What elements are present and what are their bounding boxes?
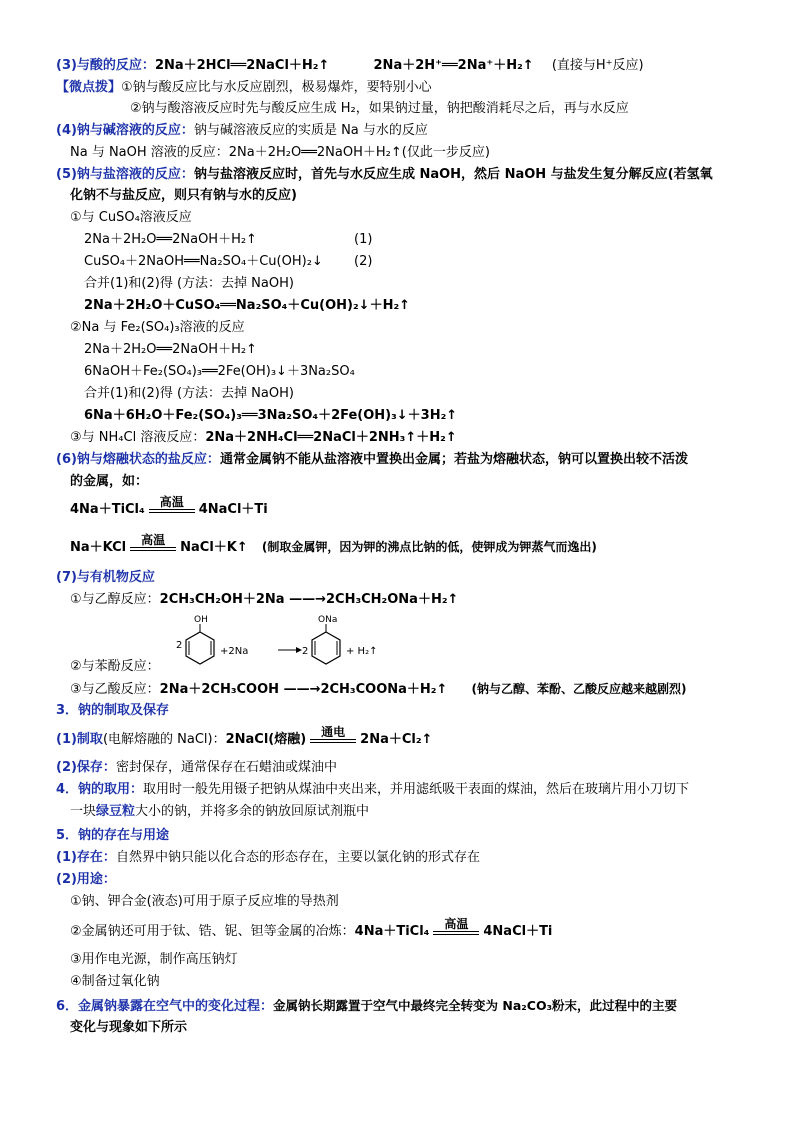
reactants: 4Na＋TiCl₄ xyxy=(354,924,430,939)
preparation-line xyxy=(56,724,433,750)
combined-equation: 2Na＋2H₂O＋CuSO₄══Na₂SO₄＋Cu(OH)₂↓＋H₂↑ xyxy=(84,298,411,313)
hydrogen-product: + H₂↑ xyxy=(346,646,378,657)
ethanol-line xyxy=(70,590,458,610)
text: (电解熔融的 NaCl)： xyxy=(102,732,226,747)
combine-note: 合并(1)和(2)得 (方法：去掉 NaOH) xyxy=(84,276,294,291)
equation: 2Na＋2NH₄Cl══2NaCl＋2NH₃↑＋H₂↑ xyxy=(205,430,457,445)
condition-arrow xyxy=(149,495,195,513)
equation: 2Na＋2HCl══2NaCl＋H₂↑ xyxy=(154,58,330,73)
organic-heading: (7)与有机物反应 xyxy=(56,570,155,585)
section-heading: (6)钠与熔融状态的盐反应： xyxy=(56,452,220,467)
section-heading: (4)钠与碱溶液的反应： xyxy=(56,123,194,138)
ticl4-equation xyxy=(70,494,268,520)
label: ③与乙酸反应： xyxy=(70,682,160,697)
use-1: ①钠、钾合金(液态)可用于原子反应堆的导热剂 xyxy=(70,894,339,909)
equals-bar xyxy=(310,739,356,743)
note: (钠与乙醇、苯酚、乙酸反应越来越剧烈) xyxy=(471,682,687,696)
equation-1 xyxy=(84,230,373,250)
condition-label: 高温 xyxy=(141,532,166,547)
note: (直接与H⁺反应) xyxy=(551,58,644,73)
existence-line xyxy=(56,848,480,868)
section-3-title: 3．钠的制取及保存 xyxy=(56,703,170,718)
tip-line-2: ②钠与酸溶液反应时先与酸反应生成 H₂，如果钠过量，钠把酸消耗尽之后，再与水反应 xyxy=(130,101,629,116)
equation: 2Na＋2H₂O══2NaOH＋H₂↑ xyxy=(84,232,257,247)
phenol-reaction-diagram xyxy=(168,612,388,674)
label: ①与乙醇反应： xyxy=(70,592,160,607)
equals-bar xyxy=(149,509,195,513)
label: ②金属钠还可用于钛、锆、铌、钽等金属的冶炼： xyxy=(70,924,355,939)
equation: CuSO₄＋2NaOH══Na₂SO₄＋Cu(OH)₂↓ xyxy=(84,254,323,269)
condition-label: 通电 xyxy=(321,724,346,739)
acetic-acid-line xyxy=(70,679,687,700)
equation: 2Na＋2CH₃COOH ——→2CH₃COONa＋H₂↑ xyxy=(159,682,448,697)
condition-label: 高温 xyxy=(159,494,184,509)
equals-bar xyxy=(433,931,479,935)
products: 4NaCl＋Ti xyxy=(198,502,268,517)
section-heading: 4．钠的取用： xyxy=(56,782,144,797)
storage-line xyxy=(56,758,337,778)
combined-equation-2: 6Na＋6H₂O＋Fe₂(SO₄)₃══3Na₂SO₄＋2Fe(OH)₃↓＋3H₂↑ xyxy=(84,408,458,423)
condition-arrow xyxy=(433,917,479,935)
sub-heading: (1)制取 xyxy=(56,732,103,747)
text: 大小的钠，并将多余的钠放回原试剂瓶中 xyxy=(135,804,370,819)
molten-salt-cont: 的金属，如： xyxy=(70,474,149,489)
products: NaCl＋K↑ xyxy=(180,540,248,555)
molten-salt-line xyxy=(56,450,688,470)
air-exposure-cont: 变化与现象如下所示 xyxy=(70,1020,188,1035)
text: 通常金属钠不能从盐溶液中置换出金属；若盐为熔融状态，钠可以置换出较不活泼 xyxy=(219,452,688,467)
sodium-phenoxide-ring-icon xyxy=(312,615,340,664)
nh4cl-line xyxy=(70,428,457,448)
handling-cont xyxy=(70,802,369,822)
reactants: 4Na＋TiCl₄ xyxy=(70,502,145,517)
section-heading: (5)钠与盐溶液的反应： xyxy=(56,167,194,182)
ona-label: ONa xyxy=(318,615,338,625)
text: 密封保存，通常保存在石蜡油或煤油中 xyxy=(115,760,337,775)
sub-heading: (2)保存： xyxy=(56,760,116,775)
sodium-reactant: +2Na xyxy=(220,646,249,657)
equation-number: (1) xyxy=(354,232,373,247)
tip-line-1 xyxy=(56,78,432,98)
emphasis: 绿豆粒 xyxy=(96,804,136,819)
fe2so43-heading: ②Na 与 Fe₂(SO₄)₃溶液的反应 xyxy=(70,320,245,335)
use-2 xyxy=(70,916,553,942)
acid-reaction-line xyxy=(56,56,644,76)
note: (制取金属钾，因为钾的沸点比钠的低，使钾成为钾蒸气而逸出) xyxy=(261,540,597,554)
equation-number: (2) xyxy=(354,254,373,269)
oh-label: OH xyxy=(194,615,208,625)
handling-line xyxy=(56,780,689,800)
kcl-equation xyxy=(70,532,597,558)
combine-note-2: 合并(1)和(2)得 (方法：去掉 NaOH) xyxy=(84,386,294,401)
condition-arrow xyxy=(310,725,356,743)
naoh-reaction-line: Na 与 NaOH 溶液的反应：2Na＋2H₂O══2NaOH＋H₂↑(仅此一步反应) xyxy=(70,145,490,160)
products: 2Na＋Cl₂↑ xyxy=(360,732,433,747)
use-4: ④制备过氧化钠 xyxy=(70,974,160,989)
text: 钠与盐溶液反应时，首先与水反应生成 NaOH，然后 NaOH 与盐发生复分解反应(若氢氧 xyxy=(193,167,713,182)
label: ③与 NH₄Cl 溶液反应： xyxy=(70,430,206,445)
tip-tag: 【微点拨】 xyxy=(56,80,122,95)
section-5-title: 5．钠的存在与用途 xyxy=(56,828,170,843)
ionic-equation: 2Na＋2H⁺══2Na⁺＋H₂↑ xyxy=(373,58,534,73)
equals-bar xyxy=(130,547,176,551)
coefficient: 2 xyxy=(176,640,183,651)
condition-arrow xyxy=(130,533,176,551)
section-heading: (3)与酸的反应： xyxy=(56,58,155,73)
reactants: Na＋KCl xyxy=(70,540,127,555)
salt-reaction-line xyxy=(56,165,713,185)
text: 金属钠长期露置于空气中最终完全转变为 Na₂CO₃粉末，此过程中的主要 xyxy=(273,998,678,1013)
text: 自然界中钠只能以化合态的形态存在，主要以氯化钠的形式存在 xyxy=(115,850,480,865)
equation-4: 6NaOH＋Fe₂(SO₄)₃══2Fe(OH)₃↓＋3Na₂SO₄ xyxy=(84,364,355,379)
reactants: 2NaCl(熔融) xyxy=(225,732,307,747)
base-reaction-line xyxy=(56,121,428,141)
products: 4NaCl＋Ti xyxy=(483,924,553,939)
text: 钠与碱溶液反应的实质是 Na 与水的反应 xyxy=(193,123,428,138)
sub-heading: (1)存在： xyxy=(56,850,116,865)
equation-2 xyxy=(84,252,373,272)
condition-label: 高温 xyxy=(444,916,469,931)
salt-reaction-cont: 化钠不与盐反应，则只有钠与水的反应) xyxy=(70,188,297,203)
use-3: ③用作电光源，制作高压钠灯 xyxy=(70,952,238,967)
section-heading: 6．金属钠暴露在空气中的变化过程： xyxy=(56,999,274,1014)
text: 取用时一般先用镊子把钠从煤油中夹出来，并用滤纸吸干表面的煤油，然后在玻璃片用小刀切下 xyxy=(143,782,690,797)
air-exposure-line xyxy=(56,996,677,1017)
uses-heading: (2)用途： xyxy=(56,872,116,887)
phenol-label: ②与苯酚反应： xyxy=(70,659,160,674)
equation-3: 2Na＋2H₂O══2NaOH＋H₂↑ xyxy=(84,342,257,357)
equation: 2CH₃CH₂OH＋2Na ——→2CH₃CH₂ONa＋H₂↑ xyxy=(159,592,459,607)
cuso4-heading: ①与 CuSO₄溶液反应 xyxy=(70,210,192,225)
coefficient: 2 xyxy=(302,646,309,657)
tip-text: ①钠与酸反应比与水反应剧烈，极易爆炸，要特别小心 xyxy=(121,80,432,95)
phenol-ring-icon xyxy=(186,615,214,664)
text: 一块 xyxy=(70,804,97,819)
